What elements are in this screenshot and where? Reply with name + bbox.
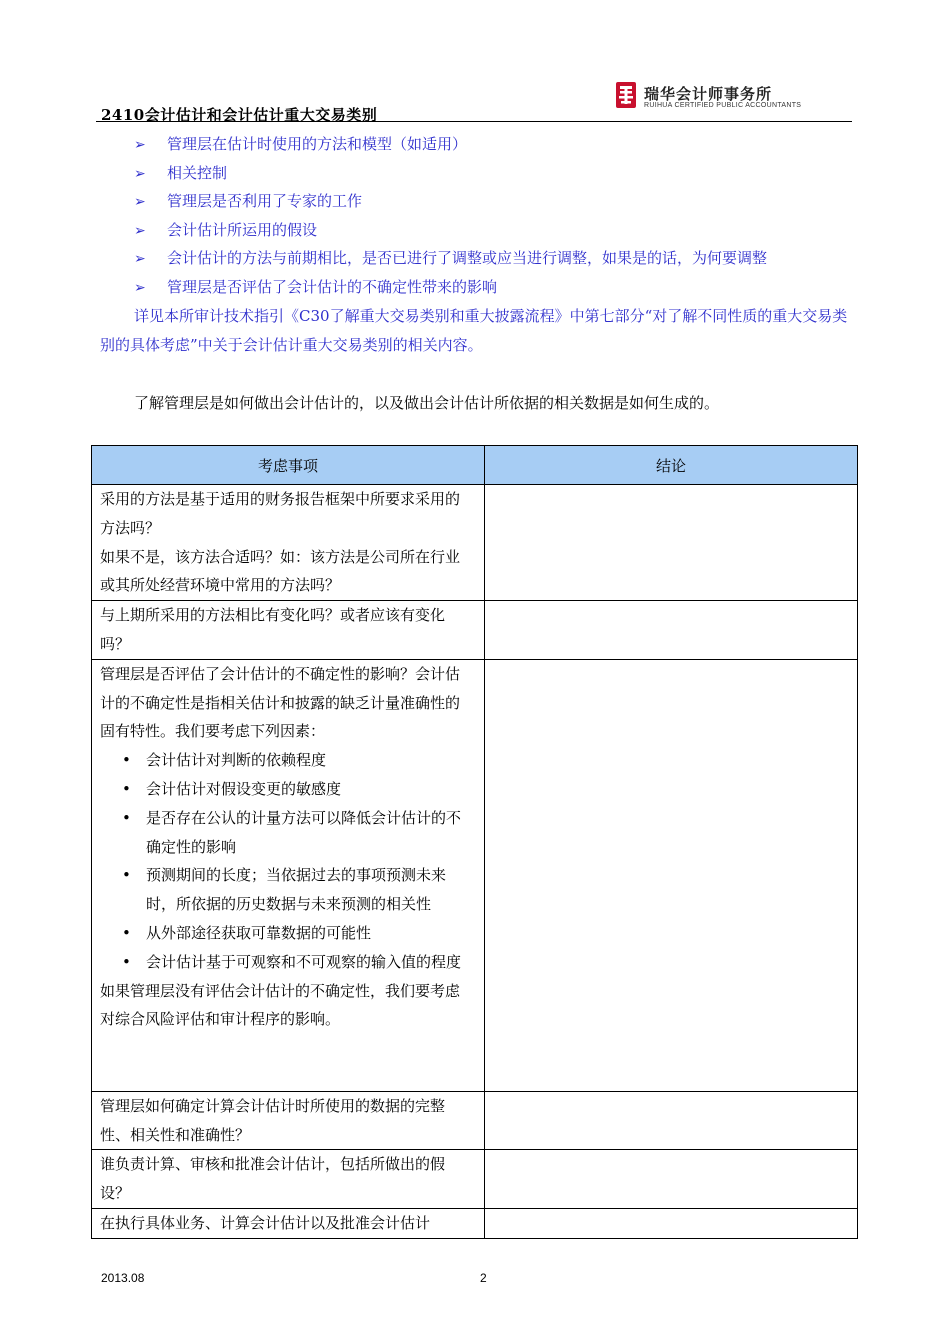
bullet-item: ➢ 管理层是否利用了专家的工作	[134, 187, 767, 216]
document-title: 2410会计估计和会计估计重大交易类别	[101, 106, 378, 124]
bullet-item: ➢ 会计估计的方法与前期相比，是否已进行了调整或应当进行调整，如果是的话，为何要调整	[134, 244, 767, 273]
list-item: • 是否存在公认的计量方法可以降低会计估计的不确定性的影响	[122, 804, 474, 862]
reference-paragraph: 详见本所审计技术指引《C30了解重大交易类别和重大披露流程》中第七部分“对了解不同性质的重大交易类别的具体考虑”中关于会计估计重大交易类别的相关内容。	[100, 307, 848, 354]
list-item: • 会计估计对假设变更的敏感度	[122, 775, 474, 804]
table-header-row	[92, 446, 858, 485]
arrow-bullet-icon: ➢	[134, 279, 146, 296]
bullet-item: ➢ 会计估计所运用的假设	[134, 216, 767, 245]
arrow-bullet-icon: ➢	[134, 251, 146, 268]
arrow-bullet-icon: ➢	[134, 165, 146, 182]
consideration-cell: 采用的方法是基于适用的财务报告框架中所要求采用的方法吗？ 如果不是，该方法合适吗？如：该方法是公司所在行业或其所处经营环境中常用的方法吗？	[92, 485, 485, 601]
consideration-cell: 管理层是否评估了会计估计的不确定性的影响？会计估计的不确定性是指相关估计和披露的缺乏计量准确性的固有特性。我们要考虑下列因素： • 会计估计对判断的依赖程度 • 会计估计对假设变更的敏感度 • 是否存在公认的计量方法可以降低会计估计的不确定性的影响 • 预测期间的长度；当依据过去的事项预测未来时，所依据的历史数据与未来预测的相关性 • 从外部途径获取可靠数据的可能性 • 会计估计基于可观察和不可观察的输入值的程度 如果管理层没有评估会计估计的不确定性，我们要考虑对综合风险评估和审计程序的影响。	[92, 659, 485, 1091]
ruihua-logo-icon	[614, 80, 638, 112]
conclusion-cell[interactable]	[485, 1091, 858, 1150]
conclusion-cell[interactable]	[485, 601, 858, 660]
table-row	[92, 1208, 858, 1238]
bullet-item: ➢ 相关控制	[134, 159, 767, 188]
conclusion-cell[interactable]	[485, 659, 858, 1091]
list-item: • 预测期间的长度；当依据过去的事项预测未来时，所依据的历史数据与未来预测的相关性	[122, 861, 474, 919]
table-row	[92, 1150, 858, 1209]
footer-date: 2013.08	[101, 1271, 145, 1285]
arrow-bullet-icon: ➢	[134, 222, 146, 239]
header-divider	[96, 121, 852, 122]
firm-logo	[614, 80, 814, 116]
list-item: • 会计估计基于可观察和不可观察的输入值的程度	[122, 948, 474, 977]
intro-paragraph: 了解管理层是如何做出会计估计的，以及做出会计估计所依据的相关数据是如何生成的。	[134, 394, 720, 412]
considerations-table	[91, 445, 858, 1239]
table-row	[92, 1091, 858, 1150]
conclusion-cell[interactable]	[485, 485, 858, 601]
uncertainty-factors-list	[100, 746, 474, 976]
column-header-conclusion: 结论	[485, 446, 858, 485]
table-row	[92, 485, 858, 601]
list-item: • 会计估计对判断的依赖程度	[122, 746, 474, 775]
column-header-considerations: 考虑事项	[92, 446, 485, 485]
bullet-item: ➢ 管理层在估计时使用的方法和模型（如适用）	[134, 130, 767, 159]
conclusion-cell[interactable]	[485, 1150, 858, 1209]
consideration-cell: 与上期所采用的方法相比有变化吗？或者应该有变化吗？	[92, 601, 485, 660]
consideration-bullet-list	[134, 130, 767, 302]
logo-chinese-name: 瑞华会计师事务所	[644, 85, 773, 103]
consideration-cell: 在执行具体业务、计算会计估计以及批准会计估计	[92, 1208, 485, 1238]
consideration-cell: 管理层如何确定计算会计估计时所使用的数据的完整性、相关性和准确性？	[92, 1091, 485, 1150]
arrow-bullet-icon: ➢	[134, 137, 146, 153]
table-row	[92, 601, 858, 660]
page-number: 2	[480, 1271, 487, 1285]
bullet-item: ➢ 管理层是否评估了会计估计的不确定性带来的影响	[134, 273, 767, 302]
conclusion-cell[interactable]	[485, 1208, 858, 1238]
list-item: • 从外部途径获取可靠数据的可能性	[122, 919, 474, 948]
table-row	[92, 659, 858, 1091]
consideration-cell: 谁负责计算、审核和批准会计估计，包括所做出的假设？	[92, 1150, 485, 1209]
logo-english-name: RUIHUA CERTIFIED PUBLIC ACCOUNTANTS	[644, 102, 802, 109]
arrow-bullet-icon: ➢	[134, 194, 146, 211]
